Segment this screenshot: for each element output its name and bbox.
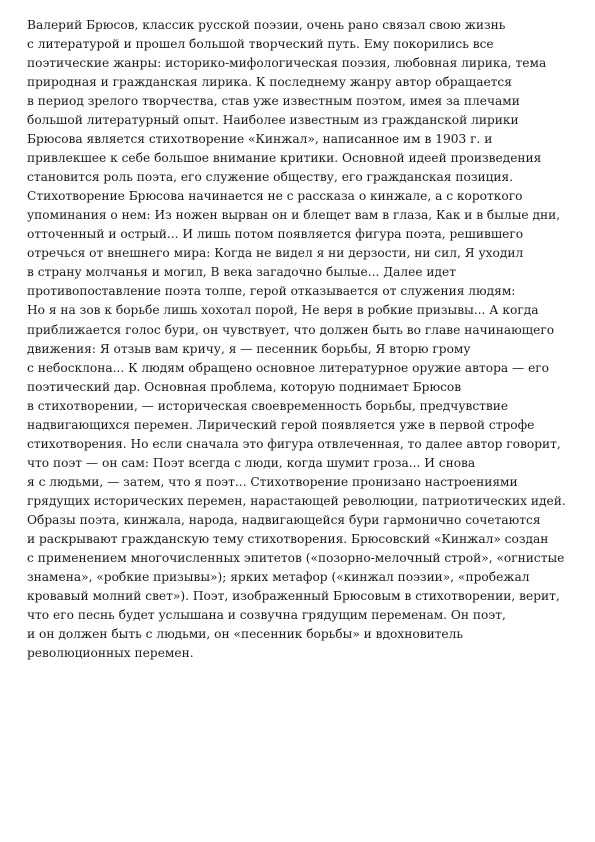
text-line: грядущих исторических перемен, нарастающей революции, патриотических идей. [27, 493, 566, 508]
text-line: кровавый молний свет»). Поэт, изображенный Брюсовым в стихотворении, верит, [27, 588, 560, 603]
text-line: знамена», «робкие призывы»); ярких метафор («кинжал поэзии», «пробежал [27, 569, 530, 584]
text-line: революционных перемен. [27, 646, 194, 661]
text-line: Но я на зов к борьбе лишь хохотал порой, Не веря в робкие призывы... А когда [27, 303, 539, 318]
text-line: стихотворения. Но если сначала это фигура отвлеченная, то далее автор говорит, [27, 436, 561, 451]
text-line: привлекшее к себе большое внимание критики. Основной идеей произведения [27, 151, 542, 166]
text-line: Брюсова является стихотворение «Кинжал», написанное им в 1903 г. и [27, 132, 493, 147]
text-line: и раскрывают гражданскую тему стихотворения. Брюсовский «Кинжал» создан [27, 531, 549, 546]
text-line: Образы поэта, кинжала, народа, надвигающейся бури гармонично сочетаются [27, 512, 541, 527]
text-line: большой литературный опыт. Наиболее известным из гражданской лирики [27, 113, 519, 128]
text-line: с литературой и прошел большой творческий путь. Ему покорились все [27, 37, 494, 52]
text-line: приближается голос бури, он чувствует, что должен быть во главе начинающего [27, 322, 555, 337]
text-line: я с людьми, — затем, что я поэт... Стихотворение пронизано настроениями [27, 474, 518, 489]
text-line: отточенный и острый... И лишь потом появляется фигура поэта, решившего [27, 227, 524, 242]
text-line: Стихотворение Брюсова начинается не с рассказа о кинжале, а с короткого [27, 189, 523, 204]
text-line: в стихотворении, — историческая своевременность борьбы, предчувствие [27, 398, 509, 413]
text-line: поэтический дар. Основная проблема, которую поднимает Брюсов [27, 379, 462, 394]
text-line: упоминания о нем: Из ножен вырван он и блещет вам в глаза, Как и в былые дни, [27, 208, 561, 223]
text-line: Валерий Брюсов, классик русской поэзии, очень рано связал свою жизнь [27, 18, 506, 32]
text-line: в страну молчанья и могил, В века загадочно былые... Далее идет [27, 265, 457, 280]
text-line: отречься от внешнего мира: Когда не видел я ни дерзости, ни сил, Я уходил [27, 246, 524, 261]
text-line: становится роль поэта, его служение обществу, его гражданская позиция. [27, 170, 514, 185]
text-line: что его песнь будет услышана и созвучна грядущим переменам. Он поэт, [27, 607, 506, 622]
text-line: и он должен быть с людьми, он «песенник борьбы» и вдохновитель [27, 627, 464, 641]
essay-text [27, 16, 575, 663]
text-line: природная и гражданская лирика. К последнему жанру автор обращается [27, 75, 512, 90]
text-line: противопоставление поэта толпе, герой отказывается от служения людям: [27, 284, 516, 299]
text-line: поэтические жанры: историко-мифологическая поэзия, любовная лирика, тема [27, 56, 547, 71]
text-line: с небосклона... К людям обращено основное литературное оружие автора — его [27, 360, 550, 375]
text-line: с применением многочисленных эпитетов («позорно-мелочный строй», «огнистые [27, 550, 565, 565]
text-line: надвигающихся перемен. Лирический герой появляется уже в первой строфе [27, 417, 535, 432]
text-line: движения: Я отзыв вам кричу, я — песенник борьбы, Я вторю грому [27, 341, 471, 356]
text-line: что поэт — он сам: Поэт всегда с люди, когда шумит гроза... И снова [27, 455, 476, 470]
text-line: в период зрелого творчества, став уже известным поэтом, имея за плечами [27, 94, 520, 109]
